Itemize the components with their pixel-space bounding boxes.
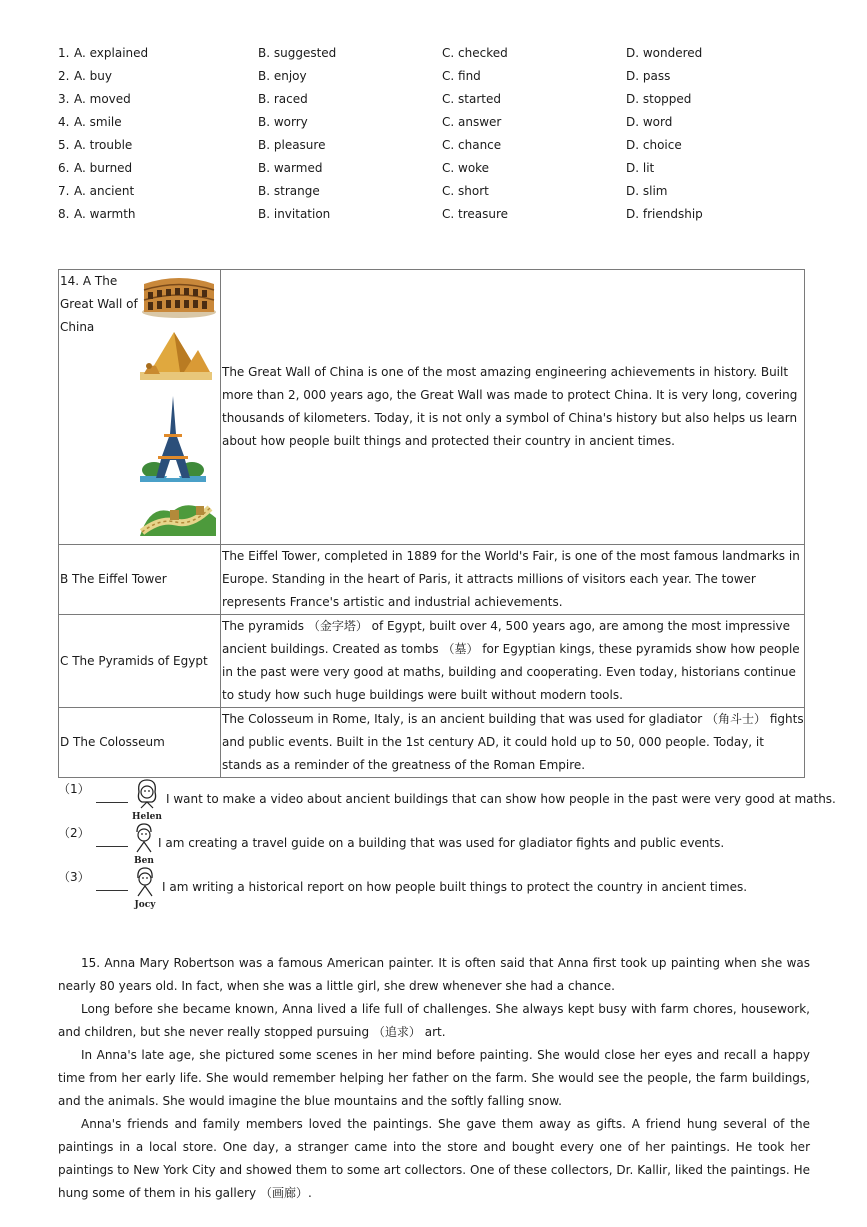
option-d: D. wondered (626, 46, 703, 60)
option-row (58, 90, 818, 113)
option-c: C. checked (442, 46, 508, 60)
question-number: 8. (58, 207, 70, 221)
option-row (58, 205, 818, 228)
option-row (58, 182, 818, 205)
paragraph: In Anna's late age, she pictured some scenes in her mind before painting. She would close her eyes and recall a happy time from her early life. She would remember helping her father on the farm. She would see the people, the farm buildings, and the animals. She would imagine the blue mountains and the softly falling snow. (58, 1048, 810, 1108)
row-label: B The Eiffel Tower (59, 545, 221, 615)
option-c: C. chance (442, 138, 502, 152)
option-c: C. answer (442, 115, 502, 129)
question-text: I am creating a travel guide on a building that was used for gladiator fights and public events. (158, 836, 725, 850)
option-d: D. pass (626, 69, 671, 83)
table-row (59, 545, 805, 615)
description-cell: The pyramids （金字塔） of Egypt, built over 4, 500 years ago, are among the most impressive ancient buildings. Created as tombs （墓） for Egyptian kings, these pyramids show how people in the past were very good at maths, building and cooperating. Even today, historians continue to study how such huge buildings were built without modern tools. (221, 615, 805, 708)
option-d: D. friendship (626, 207, 703, 221)
option-b: B. worry (258, 115, 308, 129)
avatar-name: Ben (134, 856, 154, 866)
description-cell: The Great Wall of China is one of the most amazing engineering achievements in history. Built more than 2, 000 years ago, the Great Wall was made to protect China. It is very long, covering thousands of kilometers. Today, it is not only a symbol of China's history but also helps us learn about how people built things and protected their country in ancient times. (221, 270, 805, 545)
girl-avatar-icon (132, 778, 162, 822)
option-c: C. woke (442, 161, 490, 175)
question-number: 4. (58, 115, 70, 129)
paragraph: Anna's friends and family members loved the paintings. She gave them away as gifts. A friend hung several of the paintings in a local store. One day, a stranger came into the store and bought every one of her paintings. He took her paintings to New York City and showed them to some art collectors. One of these collectors, Dr. Kallir, liked the paintings. He hung some of them in his gallery （画廊）. (58, 1117, 810, 1200)
option-a: A. trouble (74, 138, 133, 152)
boy-avatar-icon (132, 822, 156, 866)
option-a: A. warmth (74, 207, 136, 221)
option-b: B. raced (258, 92, 308, 106)
description-cell: The Colosseum in Rome, Italy, is an ancient building that was used for gladiator （角斗士） fights and public events. Built in the 1st century AD, it could hold up to 50, 000 people. Today, it stands as a reminder of the greatness of the Roman Empire. (221, 708, 805, 778)
option-d: D. word (626, 115, 673, 129)
eiffel-tower-icon (140, 394, 206, 484)
paragraph: Long before she became known, Anna lived a life full of challenges. She always kept busy with farm chores, housework, and children, but she never really stopped pursuing （追求） art. (58, 1002, 810, 1039)
colosseum-icon (140, 272, 218, 320)
option-d: D. slim (626, 184, 668, 198)
option-b: B. suggested (258, 46, 337, 60)
option-c: C. short (442, 184, 489, 198)
paragraph: 15. Anna Mary Robertson was a famous American painter. It is often said that Anna first took up painting when she was nearly 80 years old. In fact, when she was a little girl, she drew whenever she had a chance. (58, 956, 810, 993)
question-number: （3） (58, 870, 90, 884)
option-d: D. stopped (626, 92, 692, 106)
option-c: C. started (442, 92, 501, 106)
row-label: 14. A The Great Wall of China (60, 274, 138, 334)
option-row (58, 113, 818, 136)
option-a: A. buy (74, 69, 112, 83)
question-text: I want to make a video about ancient buildings that can show how people in the past were very good at maths. (166, 792, 836, 806)
question-item (58, 778, 836, 822)
option-d: D. choice (626, 138, 682, 152)
question-number: （2） (58, 826, 90, 840)
option-a: A. explained (74, 46, 149, 60)
option-a: A. ancient (74, 184, 135, 198)
question-item (58, 866, 818, 910)
description-cell: The Eiffel Tower, completed in 1889 for the World's Fair, is one of the most famous landmarks in Europe. Standing in the heart of Paris, it attracts millions of visitors each year. The tower represents France's artistic and industrial achievements. (221, 545, 805, 615)
option-b: B. warmed (258, 161, 323, 175)
question-number: 3. (58, 92, 70, 106)
row-label: D The Colosseum (59, 708, 221, 778)
cloze-options (58, 44, 818, 228)
option-c: C. find (442, 69, 481, 83)
question-number: （1） (58, 782, 90, 796)
avatar-name: Jocy (134, 900, 156, 910)
question-number: 7. (58, 184, 70, 198)
question-number: 6. (58, 161, 70, 175)
avatar-name: Helen (132, 812, 162, 822)
answer-blank[interactable] (96, 890, 128, 891)
option-b: B. strange (258, 184, 320, 198)
landmarks-table (58, 269, 805, 778)
label-cell (59, 270, 221, 545)
question-number: 1. (58, 46, 70, 60)
row-label: C The Pyramids of Egypt (59, 615, 221, 708)
girl-avatar-icon (132, 866, 158, 910)
answer-blank[interactable] (96, 802, 128, 803)
question-item (58, 822, 818, 866)
option-a: A. burned (74, 161, 133, 175)
option-c: C. treasure (442, 207, 509, 221)
great-wall-icon (140, 492, 216, 536)
option-a: A. smile (74, 115, 122, 129)
option-a: A. moved (74, 92, 131, 106)
pyramids-icon (140, 328, 212, 380)
question-text: I am writing a historical report on how people built things to protect the country in ancient times. (162, 880, 748, 894)
option-b: B. enjoy (258, 69, 307, 83)
table-row (59, 615, 805, 708)
option-d: D. lit (626, 161, 655, 175)
option-b: B. pleasure (258, 138, 326, 152)
option-row (58, 136, 818, 159)
option-row (58, 67, 818, 90)
question-number: 2. (58, 69, 70, 83)
table-row (59, 708, 805, 778)
reading-passage (58, 952, 810, 1205)
option-row (58, 44, 818, 67)
option-b: B. invitation (258, 207, 331, 221)
answer-blank[interactable] (96, 846, 128, 847)
option-row (58, 159, 818, 182)
table-row (59, 270, 805, 545)
question-number: 5. (58, 138, 70, 152)
